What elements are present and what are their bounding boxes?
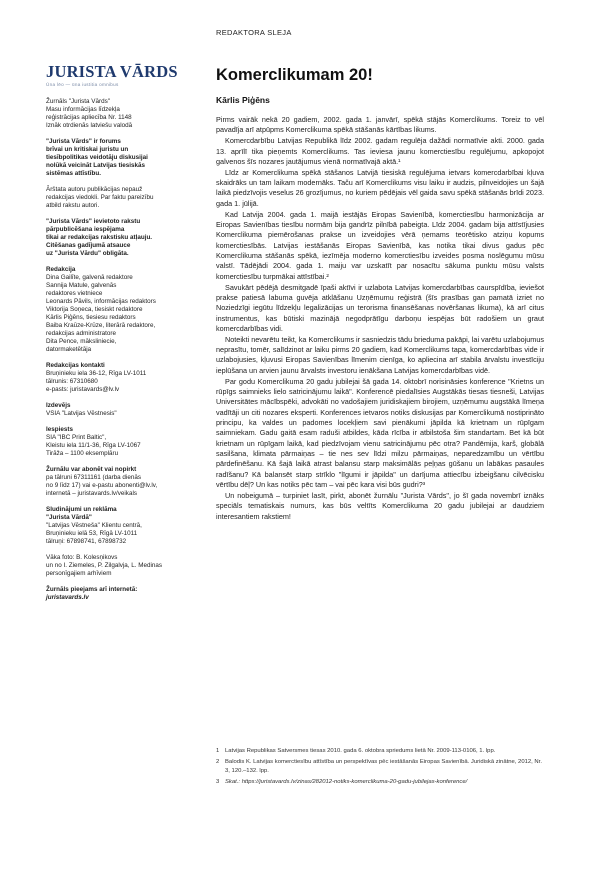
footnotes bbox=[216, 747, 546, 789]
masthead-block bbox=[46, 266, 196, 354]
masthead-line: SIA "IBC Print Baltic", bbox=[46, 434, 107, 441]
article-paragraph: Līdz ar Komerclikuma spēkā stāšanos Latvijā tiesiskā regulējuma ietvars komercdarbībai kļuva skaidrāks un tam laikam modernāks. Taču arī Komerclikums visu laiku ir audzis, pilnveidojies un šajā laikā piedzīvojis veselus 26 grozījumus, no kuriem pēdējais vēl gaida savu spēkā stāšanās brīdi 2023. gada 1. jūlijā. bbox=[216, 167, 544, 208]
masthead-line: Dita Pence, mākslinieciе, bbox=[46, 338, 117, 345]
masthead-line: Ārštata autoru publikācijas nepauž bbox=[46, 186, 143, 193]
article-paragraph: Komercdarbību Latvijas Republikā līdz 2002. gadam regulēja dažādi normatīvie akti. 2000. gada 13. aprīlī tika pieņemts Komerclikums. Tas ieviesa jaunu komerctiesību regulējumu, apkopojot galvenos šīs nozares jautājumus vienā normatīvajā aktā.¹ bbox=[216, 136, 544, 166]
publication-tagline: Ūna lēo — ūna iustitia omnibus bbox=[46, 82, 119, 87]
masthead-block bbox=[46, 402, 196, 418]
masthead-line: Tirāža – 1100 eksemplāru bbox=[46, 450, 119, 457]
masthead-line: Sludinājumi un reklāma bbox=[46, 506, 117, 513]
publication-logo: JURISTA VĀRDS bbox=[46, 62, 178, 81]
footnote bbox=[216, 747, 546, 755]
masthead-block bbox=[46, 506, 196, 546]
article-paragraph: Kad Latvija 2004. gada 1. maijā iestājās Eiropas Savienībā, komerctiesību harmonizācija ar Eiropas Savienības tiesību normām bija gandrīz pilnībā pabeigta. Līdz 2004. gadam bija attīstījusies Komerclikuma piemērošanas prakse un izveidojies vērā ņemams teorētisko atziņu kopums komerctiesībās. Latvijas iestāšanās Eiropas Savienībā, kas notika tikai divus gadus pēc Komerclikuma stāšanās spēkā, iezīmēja moderno komerctiesību izveides posma noslēgumu mūsu valstī. Tādējādi 2004. gada 1. maiju var uzskatīt par nosacītu sākuma punktu mūsu valsts komerctiesību turpmākai attīstībai.² bbox=[216, 209, 544, 281]
masthead-line: redaktores vietniece bbox=[46, 290, 103, 297]
masthead-line: atbild rakstu autori. bbox=[46, 202, 100, 209]
article-paragraph: Savukārt pēdējā desmitgadē īpaši aktīvi ir uzlabota Latvijas komercdarbības caurspīdība, ieviešot prakse patiesā labuma guvēja atklāšanu Uzņēmumu reģistrā (šīs prasības gan pamatā izriet no Noziedzīgi iegūtu līdzekļu legalizācijas un terorisma finansēšanas novēršanas likuma), kā arī citus instrumentus, kas būtiski mazinājā negodprātīgu darboņu iespējas būt radošiem un graut komercdarbības vidi. bbox=[216, 282, 544, 333]
masthead-block bbox=[46, 362, 196, 394]
masthead-line: Redakcija bbox=[46, 266, 76, 273]
masthead-line: no 9 līdz 17) vai e-pastu abonenti@lv.lv, bbox=[46, 482, 158, 489]
masthead-line: Bruņinieku iela 36-12, Rīga LV-1011 bbox=[46, 370, 147, 377]
footnote-text: Latvijas Republikas Satversmes tiesas 2010. gada 6. oktobra spriedums lietā Nr. 2009-113-0106, 1. lpp. bbox=[225, 748, 496, 754]
masthead-block bbox=[46, 138, 196, 178]
masthead-line: sistēmas attīstību. bbox=[46, 170, 101, 177]
masthead-line: internetā – juristavards.lv/veikals bbox=[46, 490, 137, 497]
masthead-line: Bruņinieku ielā 53, Rīgā LV-1011 bbox=[46, 530, 138, 537]
article-title: Komerclikumam 20! bbox=[216, 66, 373, 84]
masthead-line: Žurnāls pieejams arī internetā: bbox=[46, 586, 138, 593]
masthead-line: pa tālruni 67311161 (darba dienās bbox=[46, 474, 141, 481]
masthead-line: un no I. Ziemeles, P. Zilgalvja, L. Medinas bbox=[46, 562, 163, 569]
masthead-line: redakcijas administratore bbox=[46, 330, 116, 337]
masthead-line: pārpublicēšana iespējama bbox=[46, 226, 125, 233]
masthead-line: tiesībpolitikas veidotāju diskusijai bbox=[46, 154, 148, 161]
masthead-line: tālruņi: 67898741, 67898732 bbox=[46, 538, 127, 545]
footnote-number: 2 bbox=[216, 759, 220, 766]
masthead-line: tālrunis: 67310680 bbox=[46, 378, 98, 385]
masthead-block bbox=[46, 186, 196, 210]
masthead-line: Iznāk otrdienās latviešu valodā bbox=[46, 122, 133, 129]
masthead-line: Iespiests bbox=[46, 426, 73, 433]
section-label: REDAKTORA SLEJA bbox=[216, 28, 292, 37]
masthead-line: personīgajiem arhīviem bbox=[46, 570, 112, 577]
masthead-line: reģistrācijas apliecība Nr. 1148 bbox=[46, 114, 132, 121]
masthead-line: e-pasts: juristavards@lv.lv bbox=[46, 386, 120, 393]
masthead-line: Kārlis Piģēns, tiesiesu redaktors bbox=[46, 314, 136, 321]
masthead-line: Žurnālu var abonēt vai nopirkt bbox=[46, 466, 137, 473]
masthead-line: juristavards.lv bbox=[46, 594, 89, 601]
masthead-block bbox=[46, 98, 196, 130]
masthead-line: brīvai un kritiskai juristu un bbox=[46, 146, 129, 153]
masthead-line: Leonards Pāvils, informācijas redaktors bbox=[46, 298, 156, 305]
masthead-line: Vāka foto: B. Kolesņikovs bbox=[46, 554, 118, 561]
masthead-line: Citēšanas gadījumā atsauce bbox=[46, 242, 131, 249]
footnote-number: 3 bbox=[216, 778, 220, 785]
masthead-line: redakcijas viedokli. Par faktu pareizību bbox=[46, 194, 154, 201]
masthead-line: uz "Jurista Vārdu" obligāta. bbox=[46, 250, 129, 257]
masthead-line: "Jurista Vārds" ievietoto rakstu bbox=[46, 218, 141, 225]
masthead-line: Sannija Matule, galvenās bbox=[46, 282, 117, 289]
masthead-sidebar bbox=[46, 64, 196, 610]
article-author: Kārlis Piģēns bbox=[216, 95, 270, 105]
masthead-line: Baiba Kraūze-Krūze, literārā redaktore, bbox=[46, 322, 156, 329]
masthead-line: Izdevējs bbox=[46, 402, 71, 409]
masthead-line: Žurnāls "Jurista Vārds" bbox=[46, 98, 110, 105]
article-paragraph: Noteikti nevarētu teikt, ka Komerclikums ir sasniedzis tādu brieduma pakāpi, lai varētu uzlabojumus neprasītu, tomēr, salīdzinot ar laiku pirms 20 gadiem, kad Komerclikums tapa, komercdarbības vide ir uzlabojusies, kļuvusi Eiropas Savienības līmenim cienīga, ko apliecina arī stabila ārvalstu investīciju ieplūšana un arvien jaunu ārvalsts investoru ienākšana Latvijas komercdarbības vidē. bbox=[216, 334, 544, 375]
masthead-block bbox=[46, 218, 196, 258]
footnote-text: Balodis K. Latvijas komerctiesību attīstība un perspektīvas pēc iestāšanās Eiropas Savienībā. Juridiskā zinātne, 2012, Nr. 3, 120.–132. lpp. bbox=[225, 759, 542, 774]
masthead-block bbox=[46, 426, 196, 458]
article-body bbox=[216, 115, 544, 522]
masthead-block bbox=[46, 466, 196, 498]
masthead-block bbox=[46, 554, 196, 578]
footnote-number: 1 bbox=[216, 748, 220, 754]
masthead-line: "Jurista Vārds" ir forums bbox=[46, 138, 121, 145]
masthead-line: nolūkā veicināt Latvijas tiesiskās bbox=[46, 162, 146, 169]
masthead-block bbox=[46, 586, 196, 602]
article-paragraph: Un nobeigumā – turpiniet lasīt, pirkt, abonēt žurnālu "Jurista Vārds", jo šī gada novembrī iznāks speciāls tematiskais numurs, kas būs veltīts Komerclikuma 20 gadu jubilejai ar daudziem interesantiem rakstiem! bbox=[216, 490, 544, 521]
masthead-info bbox=[46, 98, 196, 602]
article-paragraph: Par godu Komerclikuma 20 gadu jubilejai šā gada 14. oktobrī norisināsies konference "Krietns un rūpīgs saimnieks lielo satricinājumu laikā". Konferencē piedalīsies Augstākās tiesas tiesneši, Latvijas Universitātes mācībspēki, advokāti no vadošajiem juridiskajiem birojiem, uzņēmumu augstākā līmeņa vadītāji un citi nozares eksperti. Konferences ietvaros notiks diskusijas par Komerclikumā nostiprināto principu, ka valdes un padomes locekļiem savi pienākumi jāpilda kā krietnam un rūpīgam saimniekam. Gadu gaitā esam raduši atbildes, kāda rīcība ir atbilstoša šim standartam. Bet kā būt krietnam un rūpīgam laikā, kad piedzīvojam vienu satricinājumu pēc otra? Pandēmija, karš, globālā sasilšana, klimata pārmaiņas – tie nes sev līdzi milzu pārmaiņas, neparedzamību un vērtību pārdefinēšanu. Kā šajā laikā atrast balansu starp maksimālās peļņas gūšanu un labākas pasaules radīšanu? Kā balansēt starp strīklo "līgumi ir jāpilda" un darījuma attiecību izbeigšanu cilvēcisku vērtību dēļ? Un kas notiks pēc tam – vai pēc kara visi būs gudri?³ bbox=[216, 376, 544, 490]
masthead-line: VSIA "Latvijas Vēstnesis" bbox=[46, 410, 117, 417]
masthead-line: Dina Gailīte, galvenā redaktore bbox=[46, 274, 133, 281]
footnote bbox=[216, 758, 546, 775]
masthead-line: Kleistu iela 11/1-36, Rīga LV-1067 bbox=[46, 442, 141, 449]
masthead-line: "Latvijas Vēstneša" Klientu centrā, bbox=[46, 522, 142, 529]
article-paragraph: Pirms vairāk nekā 20 gadiem, 2002. gada 1. janvārī, spēkā stājās Komerclikums. Toreiz to vēl pavadīja arī atpūpms Komerclikuma spēkā stāšanās kārtības likums. bbox=[216, 115, 544, 135]
footnote bbox=[216, 778, 546, 786]
masthead-line: "Jurista Vārdā" bbox=[46, 514, 92, 521]
footnote-text[interactable]: Skat.: https://juristavards.lv/zinas/282012-notiks-komerclikuma-20-gadu-jubilejas-konference/ bbox=[225, 778, 468, 785]
masthead-line: datormaketētāja bbox=[46, 346, 92, 353]
masthead-line: Viktorija Soņeca, tiesiskt redaktore bbox=[46, 306, 143, 313]
masthead-line: tikai ar redakcijas rakstisku atļauju. bbox=[46, 234, 153, 241]
masthead-line: Masu informācijas līdzekļa bbox=[46, 106, 120, 113]
masthead-line: Redakcijas kontakti bbox=[46, 362, 105, 369]
